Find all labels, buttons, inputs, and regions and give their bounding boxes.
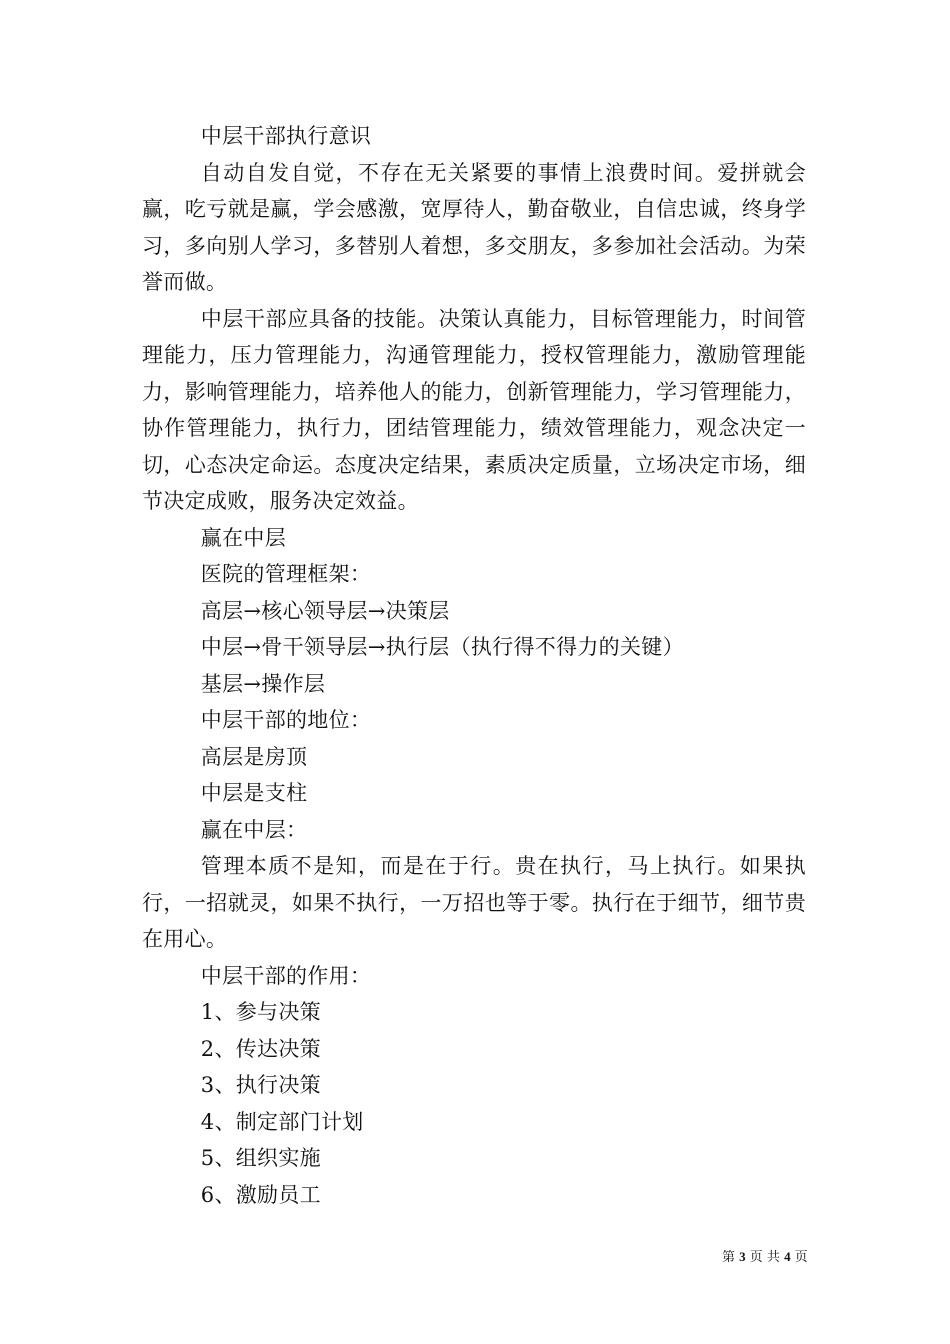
list-item: 3、执行决策 [200, 1073, 321, 1097]
section-title: 中层干部执行意识 [200, 124, 372, 148]
section-title: 赢在中层 [200, 525, 286, 550]
list-item: 中层→骨干领导层→执行层（执行得不得力的关键） [200, 635, 684, 659]
list-item: 基层→操作层 [200, 671, 326, 696]
paragraph: 中层干部的地位： [200, 708, 372, 732]
list-item: 高层是房顶 [200, 744, 308, 769]
paragraph: 管理本质不是知，而是在于行。贵在执行，马上执行。如果执行，一招就灵，如果不执行，一万招也等于零。执行在于细节，细节贵在用心。 [142, 854, 806, 951]
list-item: 5、组织实施 [200, 1146, 321, 1170]
current-page-number: 3 [739, 1249, 746, 1264]
footer-middle: 页 共 [749, 1250, 780, 1265]
list-item: 2、传达决策 [200, 1036, 321, 1061]
list-item: 4、制定部门计划 [200, 1109, 364, 1134]
paragraph: 中层干部的作用： [200, 963, 372, 988]
list-item: 6、激励员工 [200, 1182, 321, 1207]
page-footer [722, 1246, 808, 1265]
section-title: 赢在中层： [200, 817, 308, 842]
list-item: 高层→核心领导层→决策层 [200, 598, 450, 623]
total-pages-number: 4 [784, 1249, 791, 1264]
paragraph: 医院的管理框架： [200, 562, 372, 586]
list-item: 中层是支柱 [200, 781, 308, 805]
footer-suffix: 页 [794, 1250, 808, 1265]
list-item: 1、参与决策 [200, 1000, 321, 1024]
paragraph: 中层干部应具备的技能。决策认真能力，目标管理能力，时间管理能力，压力管理能力，沟通管理能力，授权管理能力，激励管理能力，影响管理能力，培养他人的能力，创新管理能力，学习管理能力，协作管理能力，执行力，团结管理能力，绩效管理能力，观念决定一切，心态决定命运。态度决定结果，素质决定质量，立场决定市场，细节决定成败，服务决定效益。 [142, 306, 806, 513]
footer-prefix: 第 [722, 1250, 736, 1265]
document-body [142, 118, 806, 1213]
paragraph: 自动自发自觉，不存在无关紧要的事情上浪费时间。爱拼就会赢，吃亏就是赢，学会感激，宽厚待人，勤奋敬业，自信忠诚，终身学习，多向别人学习，多替别人着想，多交朋友，多参加社会活动。为荣誉而做。 [142, 160, 806, 294]
